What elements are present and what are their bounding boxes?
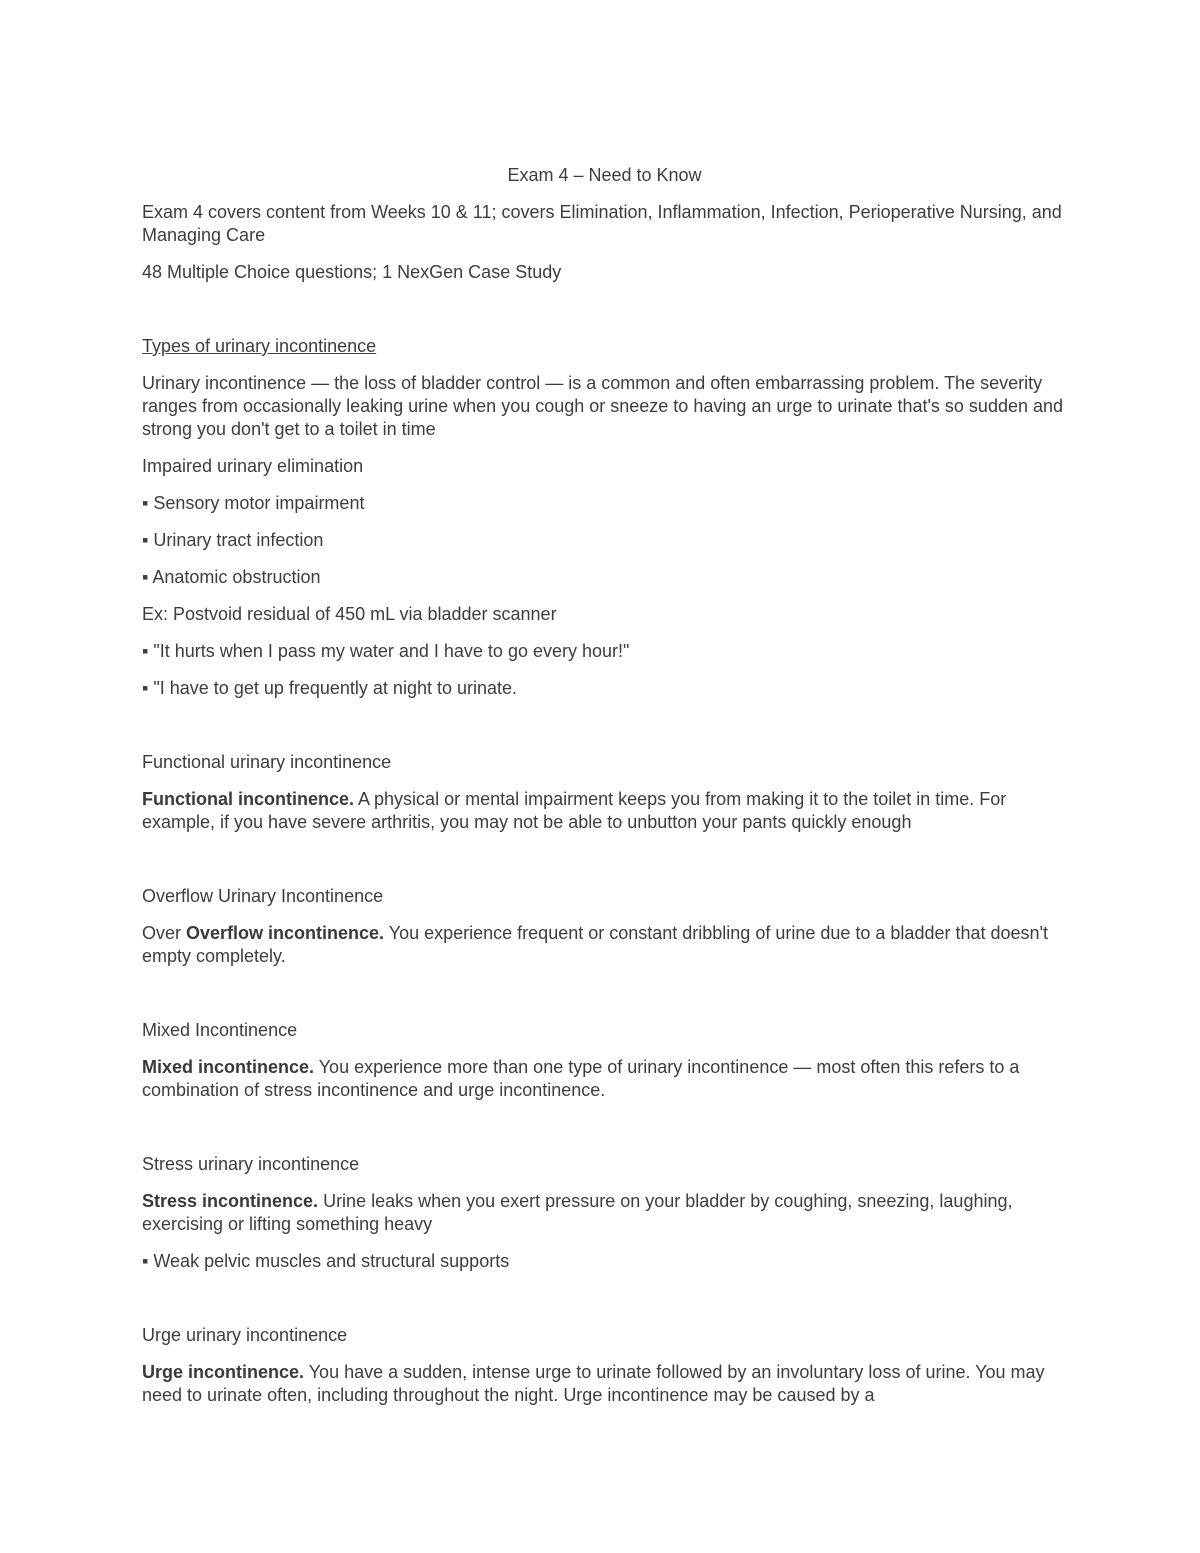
overflow-prefix: Over bbox=[142, 923, 187, 943]
incontinence-definition: Urinary incontinence — the loss of bladder control — is a common and often embarrassing problem. The severity ranges from occasionally leaking urine when you cough or sneeze to having an urge to urinate that's so sudden and strong you don't get to a toilet in time bbox=[142, 373, 1064, 439]
urge-text: You have a sudden, intense urge to urinate followed by an involuntary loss of urine. You may need to urinate often, including throughout the night. Urge incontinence may be caused by a bbox=[142, 1362, 1045, 1405]
section-heading-urge: Urge urinary incontinence bbox=[142, 1325, 348, 1345]
section-heading-mixed: Mixed Incontinence bbox=[142, 1020, 298, 1040]
mixed-text: You experience more than one type of urinary incontinence — most often this refers to a combination of stress incontinence and urge incontinence. bbox=[142, 1057, 1020, 1100]
mixed-description bbox=[142, 1056, 1067, 1102]
quote-item: ▪ "I have to get up frequently at night to urinate. bbox=[142, 678, 518, 698]
cause-item: ▪ Urinary tract infection bbox=[142, 530, 324, 550]
exam-format: 48 Multiple Choice questions; 1 NexGen Case Study bbox=[142, 262, 562, 282]
urge-description bbox=[142, 1361, 1067, 1407]
document-page bbox=[142, 164, 1067, 1421]
cause-item: ▪ Sensory motor impairment bbox=[142, 493, 365, 513]
stress-bullet: ▪ Weak pelvic muscles and structural supports bbox=[142, 1251, 510, 1271]
stress-term: Stress incontinence. bbox=[142, 1191, 319, 1211]
exam-coverage: Exam 4 covers content from Weeks 10 & 11; covers Elimination, Inflammation, Infection, Perioperative Nursing, and Managing Care bbox=[142, 202, 1062, 245]
section-heading-overflow: Overflow Urinary Incontinence bbox=[142, 886, 384, 906]
section-heading-functional: Functional urinary incontinence bbox=[142, 752, 392, 772]
urge-term: Urge incontinence. bbox=[142, 1362, 305, 1382]
quote-item: ▪ "It hurts when I pass my water and I have to go every hour!" bbox=[142, 641, 630, 661]
mixed-term: Mixed incontinence. bbox=[142, 1057, 315, 1077]
document-title: Exam 4 – Need to Know bbox=[507, 165, 702, 185]
stress-description bbox=[142, 1190, 1067, 1236]
overflow-description bbox=[142, 922, 1067, 968]
functional-text: A physical or mental impairment keeps you from making it to the toilet in time. For example, if you have severe arthritis, you may not be able to unbutton your pants quickly enough bbox=[142, 789, 1007, 832]
example-line: Ex: Postvoid residual of 450 mL via bladder scanner bbox=[142, 604, 557, 624]
impaired-elimination-label: Impaired urinary elimination bbox=[142, 456, 364, 476]
cause-item: ▪ Anatomic obstruction bbox=[142, 567, 321, 587]
section-heading-types: Types of urinary incontinence bbox=[142, 336, 377, 356]
section-heading-stress: Stress urinary incontinence bbox=[142, 1154, 360, 1174]
functional-term: Functional incontinence. bbox=[142, 789, 355, 809]
stress-text: Urine leaks when you exert pressure on your bladder by coughing, sneezing, laughing, exercising or lifting something heavy bbox=[142, 1191, 1013, 1234]
functional-description bbox=[142, 788, 1067, 834]
overflow-text: You experience frequent or constant dribbling of urine due to a bladder that doesn't empty completely. bbox=[142, 923, 1048, 966]
overflow-term: Overflow incontinence. bbox=[186, 923, 385, 943]
